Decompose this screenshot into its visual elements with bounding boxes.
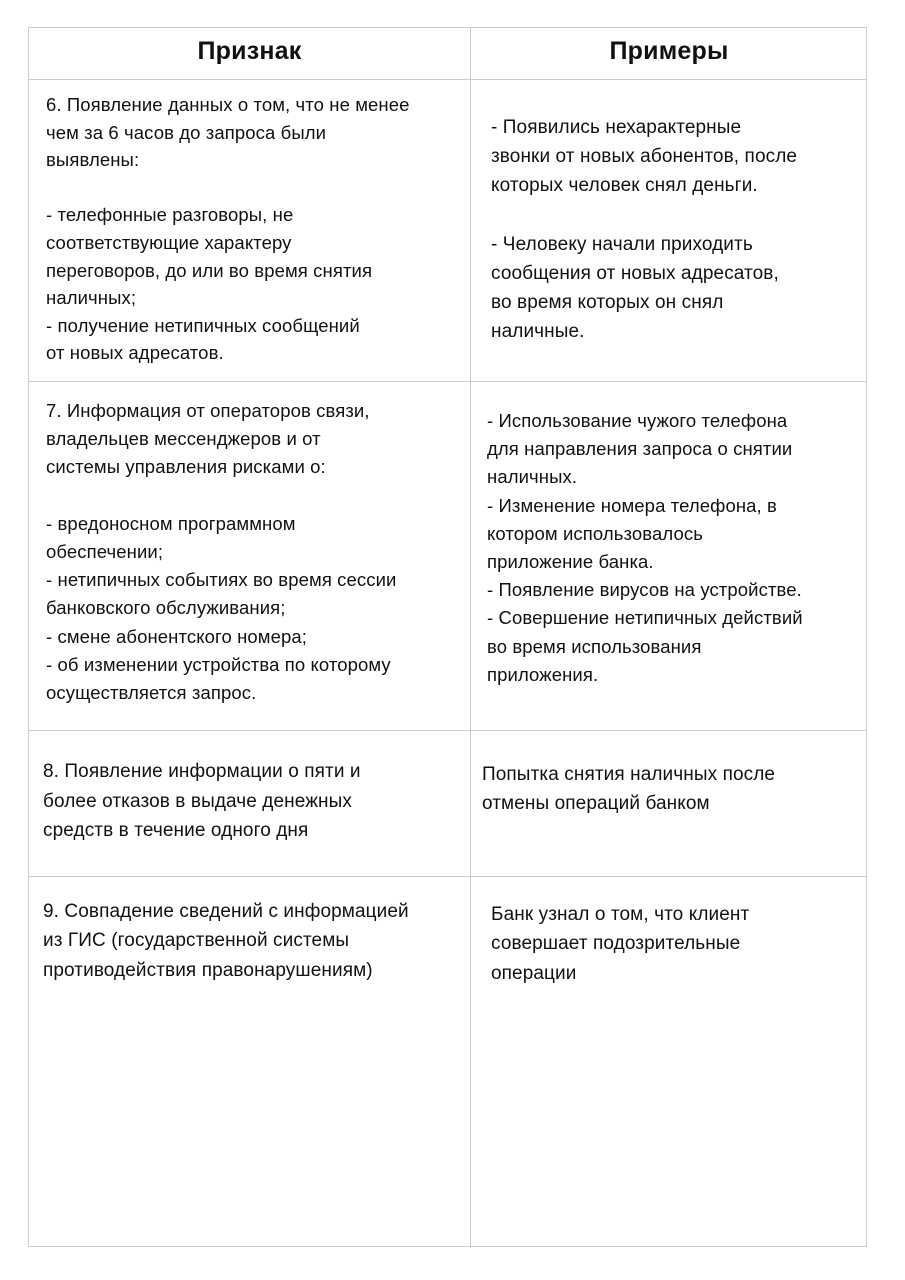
sign-cell	[29, 382, 471, 730]
table-row	[29, 877, 866, 1248]
table-row	[29, 382, 866, 731]
examples-cell	[471, 80, 867, 381]
signs-table	[28, 27, 867, 1247]
sign-cell	[29, 80, 471, 381]
sign-text: 7. Информация от операторов связи, владельцев мессенджеров и от системы управления рисками о: - вредоносном программном обеспечении; - нетипичных событиях во время сессии банковского обслуживания; - смене абонентского номера; - об изменении устройства по которому осуществляется запрос.	[46, 400, 397, 704]
sign-cell	[29, 731, 471, 876]
header-examples-label: Примеры	[609, 37, 729, 65]
table-header-row	[29, 28, 866, 80]
sign-text: 6. Появление данных о том, что не менее чем за 6 часов до запроса были выявлены: - телефонные разговоры, не соответствующие характеру переговоров, до или во время снятия наличных; - получение нетипичных сообщений от новых адресатов.	[46, 94, 410, 364]
table-row	[29, 80, 866, 382]
examples-cell	[471, 382, 867, 730]
examples-cell	[471, 731, 867, 876]
table-row	[29, 731, 866, 877]
sign-cell	[29, 877, 471, 1248]
examples-text: - Появились нехарактерные звонки от новых абонентов, после которых человек снял деньги. - Человеку начали приходить сообщения от новых адресатов, во время которых он снял наличные.	[491, 117, 798, 343]
examples-text: Банк узнал о том, что клиент совершает подозрительные операции	[491, 904, 750, 984]
examples-text: - Использование чужого телефона для направления запроса о снятии наличных. - Изменение номера телефона, в котором использовалось приложение банка. - Появление вирусов на устройстве. - Совершение нетипичных действий во время использования приложения.	[487, 410, 803, 685]
sign-text: 9. Совпадение сведений с информацией из ГИС (государственной системы противодействия правонарушениям)	[43, 901, 409, 981]
header-cell-examples	[471, 28, 867, 79]
header-cell-sign	[29, 28, 471, 79]
sign-text: 8. Появление информации о пяти и более отказов в выдаче денежных средств в течение одного дня	[43, 761, 361, 842]
examples-text: Попытка снятия наличных после отмены операций банком	[482, 764, 776, 814]
examples-cell	[471, 877, 867, 1248]
header-sign-label: Признак	[197, 37, 302, 65]
